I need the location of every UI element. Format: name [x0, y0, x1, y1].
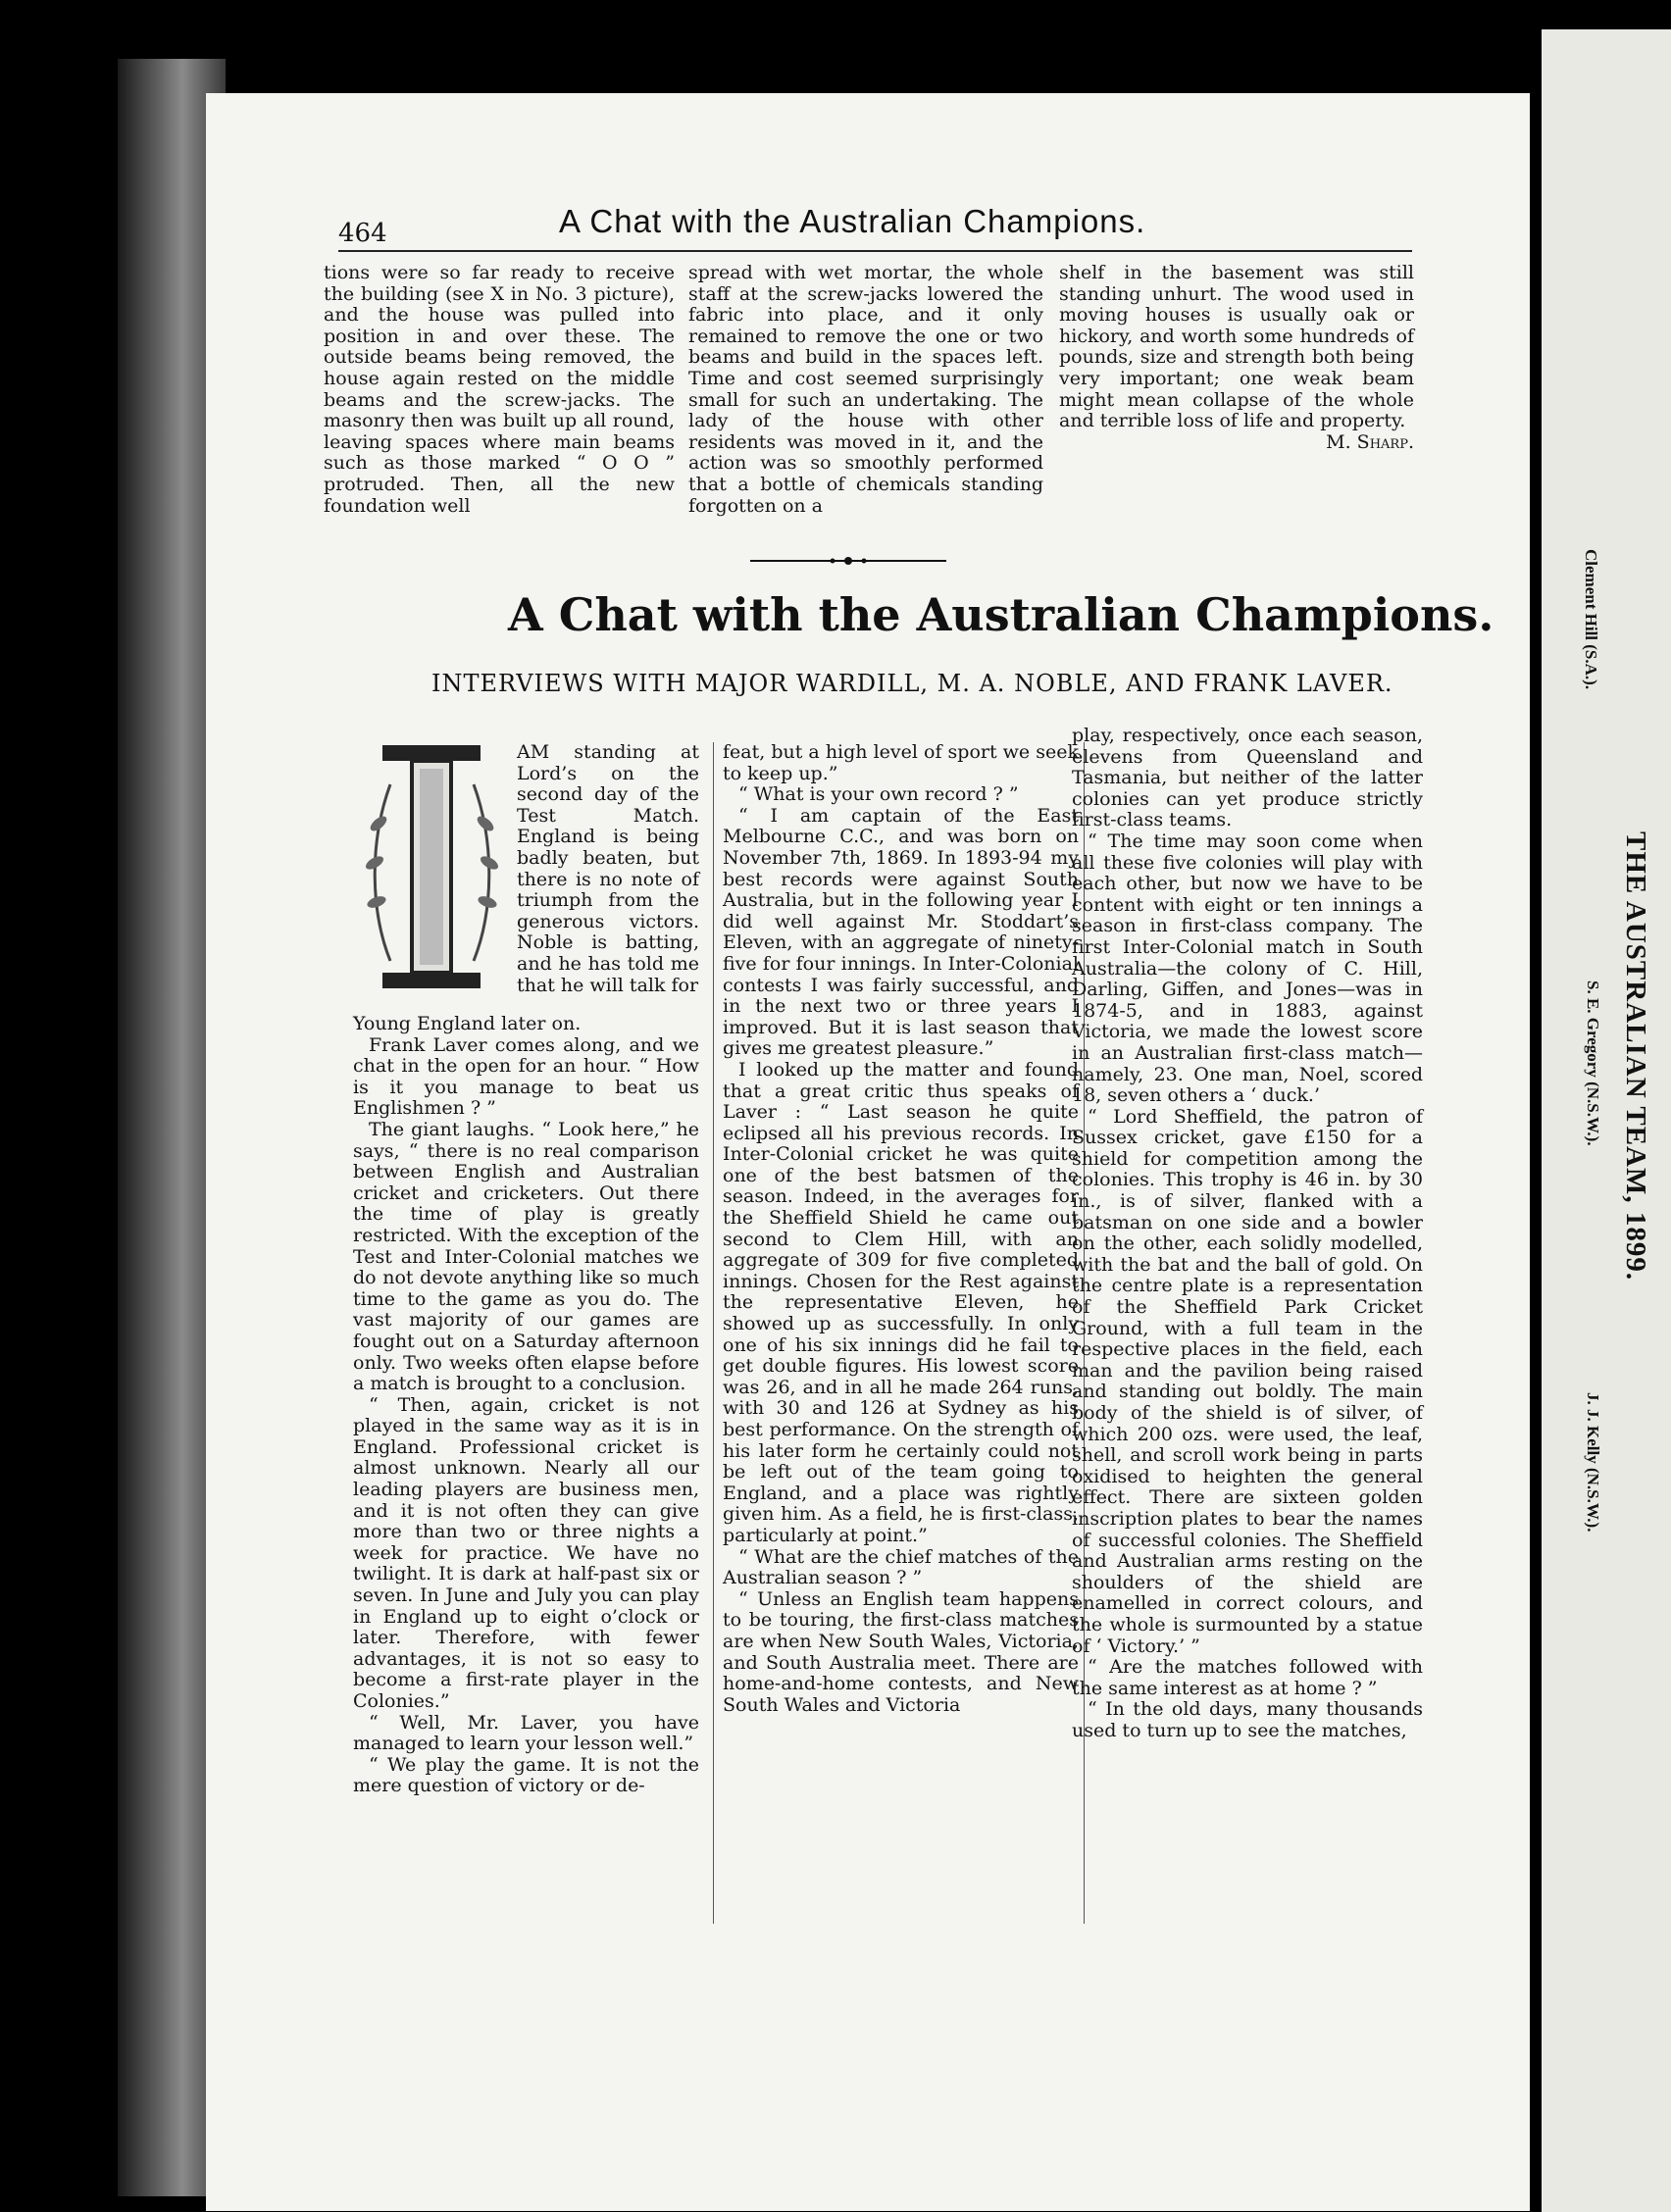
running-title: A Chat with the Australian Champions.: [559, 203, 1146, 239]
facing-page: [1542, 29, 1671, 2212]
article-paragraph: “ Well, Mr. Laver, you have managed to learn your lesson well.”: [353, 1711, 699, 1755]
prev-article-text-1: tions were so far ready to receive the building (see X in No. 3 picture), and the house was pulled into position in and over these. The outside beams being removed, the house again rested on the middle beams and the screw-jacks. The masonry then was built up all round, leaving spaces where main beams such as those marked “ O O ” protruded. Then, all the new foundation well: [324, 262, 675, 517]
facing-page-title: THE AUSTRALIAN TEAM, 1899.: [1620, 831, 1651, 1282]
article-paragraph: “ Unless an English team happens to be touring, the first-class matches are when New South Wales, Victoria, and South Australia meet. There are home-and-home contests, and New South Wales and Victoria: [723, 1587, 1079, 1716]
article-paragraph: play, respectively, once each season, elevens from Queensland and Tasmania, but neither of the latter colonies can yet produce strictly first-class teams.: [1072, 725, 1423, 831]
prev-article-column-1: [324, 263, 675, 517]
article-column-2: [723, 742, 1079, 1716]
article-paragraph: feat, but a high level of sport we seek to keep up.”: [723, 741, 1079, 784]
article-paragraph: “ The time may soon come when all these five colonies will play with each other, but now we have to be content with eight or ten innings a season in first-class company. The first Inter-Colonial match in South Australia—the colony of C. Hill, Darling, Giffen, and Jones—was in 1874-5, and in 1883, against Victoria, we made the lowest score in an Australian first-class match—namely, 23. One man, Noel, scored 18, seven others a ‘ duck.’: [1072, 830, 1423, 1107]
article-intro-paragraph: AM standing at Lord’s on the second day of the Test Match. England is being badly beaten, but there is no note of triumph from the generous victors. Noble is batting, and he has told me that he will talk for: [517, 741, 699, 996]
article-paragraph: “ We play the game. It is not the mere question of victory or de-: [353, 1753, 699, 1797]
header-rule: [338, 250, 1412, 252]
article-paragraph: I looked up the matter and found that a great critic thus speaks of Laver : “ Last season he quite eclipsed all his previous records. In Inter-Colonial cricket he was quite one of the best batsmen of the season. Indeed, in the averages for the Sheffield Shield he came out second to Clem Hill, with an aggregate of 309 for five completed innings. Chosen for the Rest against the representative Eleven, he showed up as successfully. In only one of his six innings did he fail to get double figures. His lowest score was 26, and in all he made 264 runs, with 30 and 126 at Sydney as his best performance. On the strength of his later form he certainly could not be left out of the team going to England, and a place was rightly given him. As a field, he is first-class, particularly at point.”: [723, 1058, 1079, 1546]
article-paragraph: “ What are the chief matches of the Australian season ? ”: [723, 1545, 1079, 1589]
prev-article-text-2: spread with wet mortar, the whole staff at the screw-jacks lowered the fabric into place, and it only remained to remove the one or two beams and build in the spaces left. Time and cost seemed surprisingly small for such an undertaking. The lady of the house with other residents was moved in it, and the action was so smoothly performed that a bottle of chemicals standing forgotten on a: [688, 262, 1043, 517]
page-header: [338, 201, 1412, 250]
article-intro-text: [517, 742, 699, 996]
page-number: 464: [338, 219, 387, 248]
prev-article-column-2: [688, 263, 1043, 517]
prev-article-text-3: shelf in the basement was still standing unhurt. The wood used in moving houses is usually oak or hickory, and worth some hundreds of pounds, size and strength both being very important; one weak beam might mean collapse of the whole and terrible loss of life and property.: [1059, 262, 1414, 432]
facing-caption-gregory: S. E. Gregory (N.S.W.).: [1584, 980, 1602, 1146]
article-subtitle: INTERVIEWS WITH MAJOR WARDILL, M. A. NOBLE, AND FRANK LAVER.: [431, 670, 1393, 697]
article-paragraph: “ Lord Sheffield, the patron of Sussex cricket, gave £150 for a shield for competition among the colonies. This trophy is 46 in. by 30 in., is of silver, flanked with a batsman on one side and a bowler on the other, each solidly modelled, with the bat and the ball of gold. On the centre plate is a representation of the Sheffield Park Cricket Ground, with a full team in the respective places in the field, each man and the pavilion being raised and standing out boldly. The main body of the shield is of silver, of which 200 ozs. were used, the leaf, shell, and scroll work being in parts oxidised to heighten the general effect. There are sixteen golden inscription plates to bear the names of successful colonies. The Sheffield and Australian arms resting on the shoulders of the shield are enamelled in correct colours, and the whole is surmounted by a statue of ‘ Victory.’ ”: [1072, 1105, 1423, 1657]
article-paragraph: “ What is your own record ? ”: [738, 783, 1019, 806]
facing-caption-kelly: J. J. Kelly (N.S.W.).: [1584, 1392, 1602, 1533]
prev-article-author: M. Sharp.: [1326, 430, 1414, 453]
section-divider-ornament: [750, 555, 946, 567]
article-paragraph: Young England later on.: [353, 1013, 582, 1034]
column-separator-1: [713, 742, 714, 1924]
laurel-ornament-icon: [361, 716, 503, 1010]
facing-caption-clement-hill: Clement Hill (S.A.).: [1582, 549, 1600, 690]
article-column-1: [353, 1014, 699, 1797]
article-paragraph: “ In the old days, many thousands used to turn up to see the matches,: [1072, 1698, 1423, 1741]
article-paragraph: “ I am captain of the East Melbourne C.C., and was born on November 7th, 1869. In 1893-94 my best records were against South Australia, but in the following year I did well against Mr. Stoddart’s Eleven, with an aggregate of ninety-five for four innings. In Inter-Colonial contests I was fairly successful, and in the next two or three years I improved. But it is last season that gives me greatest pleasure.”: [723, 804, 1079, 1060]
article-paragraph: The giant laughs. “ Look here,” he says, “ there is no real comparison between English and Australian cricket and cricketers. Out there the time of play is greatly restricted. With the exception of the Test and Inter-Colonial matches we do not devote anything like so much time to the game as you do. The vast majority of our games are fought out on a Saturday afternoon only. Two weeks often elapse before a match is brought to a conclusion.: [353, 1118, 699, 1395]
article-paragraph: “ Then, again, cricket is not played in the same way as it is in England. Professional cricket is almost unknown. Nearly all our leading players are business men, and it is not often they can give more than two or three nights a week for practice. We have no twilight. It is dark at half-past six or seven. In June and July you can play in England up to eight o’clock or later. Therefore, with fewer advantages, it is not so easy to become a first-rate player in the Colonies.”: [353, 1393, 699, 1712]
article-paragraph: “ Are the matches followed with the same interest as at home ? ”: [1072, 1656, 1423, 1699]
article-title: A Chat with the Australian Champions.: [508, 588, 1494, 641]
article-column-3: [1072, 726, 1423, 1742]
article-paragraph: Frank Laver comes along, and we chat in the open for an hour. “ How is it you manage to beat us Englishmen ? ”: [353, 1033, 699, 1120]
decorative-initial: [361, 716, 503, 1010]
prev-article-column-3: [1059, 263, 1414, 453]
